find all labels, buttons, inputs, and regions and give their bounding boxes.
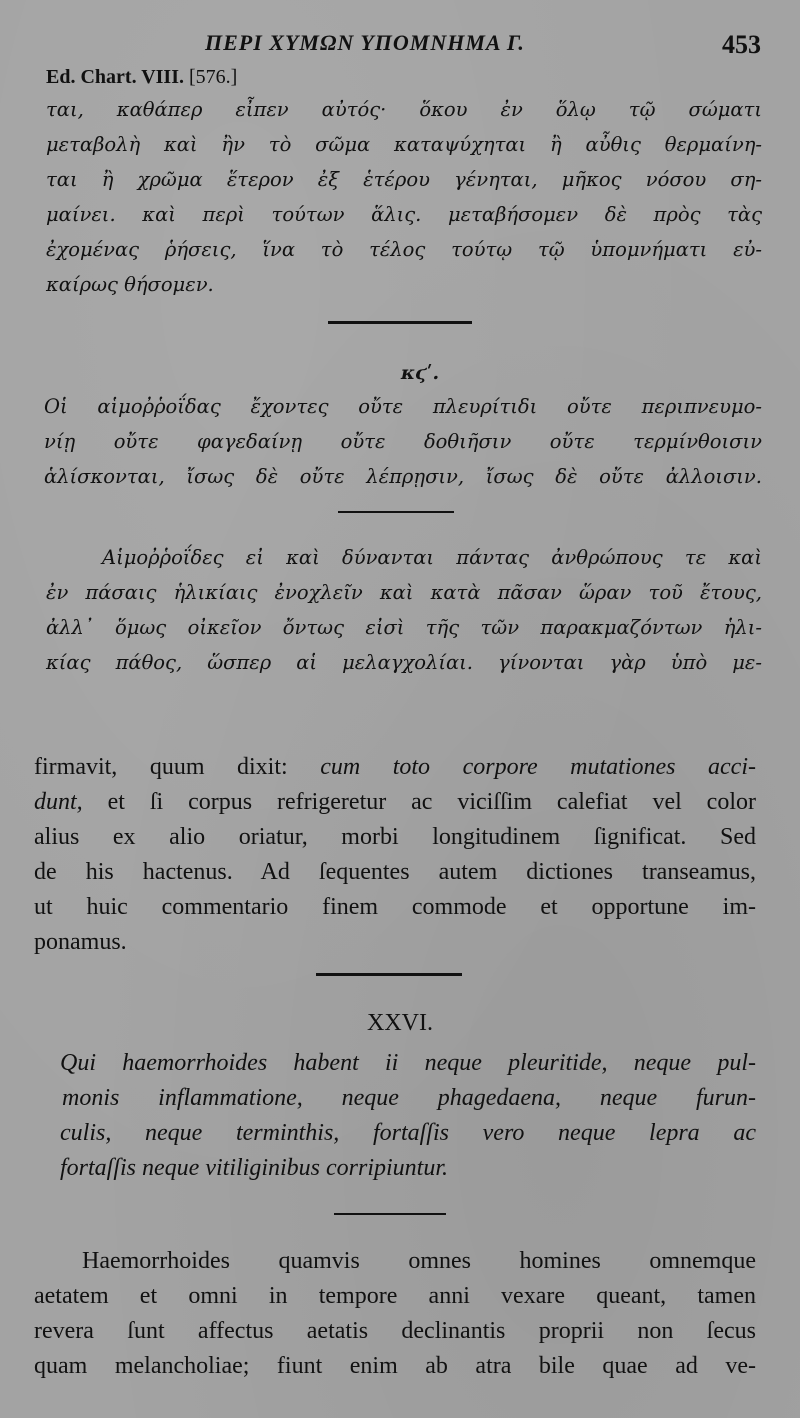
text-line: κίας πάθος, ὥσπερ αἱ μελαγχολίαι. γίνονται γὰρ ὑπὸ με- xyxy=(46,651,762,674)
greek-section-number: κϛʹ. xyxy=(400,362,440,384)
latin-section-number: XXVI. xyxy=(367,1010,433,1036)
latin-aphorism-lemma xyxy=(60,1046,756,1186)
quoted-text: cum toto corpore mutationes acci- xyxy=(320,754,756,780)
text-line: ἀλλ᾽ ὅμως οἰκεῖον ὄντως εἰσὶ τῆς τῶν παρακμαζόντων ἡλι- xyxy=(46,616,762,639)
running-head: ΠΕΡΙ ΧΥΜΩΝ ΥΠΟΜΝΗΜΑ Γ. xyxy=(205,30,525,55)
text-line: ut huic commentario finem commode et opportune im- xyxy=(34,894,756,920)
quoted-text: dunt, xyxy=(34,789,83,815)
text-line: de his hactenus. Ad ſequentes autem dictiones transeamus, xyxy=(34,859,756,885)
section-divider-rule xyxy=(328,321,472,324)
text-line: aetatem et omni in tempore anni vexare queant, tamen xyxy=(34,1283,756,1309)
text-line: ται ἢ χρῶμα ἕτερον ἐξ ἑτέρου γένηται, μῆκος νόσου ση- xyxy=(46,168,762,191)
text-line: fortaſſis neque vitiliginibus corripiuntur. xyxy=(60,1155,449,1181)
text-line: quam melancholiae; fiunt enim ab atra bile quae ad ve- xyxy=(34,1353,756,1379)
text-line: Haemorrhoides quamvis omnes homines omnemque xyxy=(82,1248,756,1274)
text-line: ἐν πάσαις ἡλικίαις ἐνοχλεῖν καὶ κατὰ πᾶσαν ὥραν τοῦ ἔτους, xyxy=(46,581,762,604)
edition-reference xyxy=(46,66,237,89)
text-line: μαίνει. καὶ περὶ τούτων ἅλις. μεταβήσομεν δὲ πρὸς τὰς xyxy=(46,203,762,226)
text-line xyxy=(34,750,756,785)
text-line: νίῃ οὔτε φαγεδαίνῃ οὔτε δοθιῆσιν οὔτε τερμίνθοισιν xyxy=(44,430,762,453)
text-line: Qui haemorrhoides habent ii neque pleuritide, neque pul- xyxy=(60,1050,756,1076)
edition-bracket: [576.] xyxy=(189,66,238,88)
text-line: ἐχομένας ῥήσεις, ἵνα τὸ τέλος τούτῳ τῷ ὑπομνήματι εὐ- xyxy=(46,238,762,261)
text-line: ἁλίσκονται, ἴσως δὲ οὔτε λέπρῃσιν, ἴσως δὲ οὔτε ἀλλοισιν. xyxy=(44,465,762,488)
text-line: καίρως θήσομεν. xyxy=(46,273,214,296)
text-line: ται, καθάπερ εἶπεν αὐτός· ὅκου ἐν ὅλῳ τῷ σώματι xyxy=(46,98,762,121)
greek-aphorism-lemma xyxy=(44,389,762,494)
text-line: revera ſunt affectus aetatis declinantis proprii non ſecus xyxy=(34,1318,756,1344)
latin-paragraph-continuation xyxy=(34,750,756,960)
text-line: Αἱμοῤῥοΐδες εἰ καὶ δύνανται πάντας ἀνθρώπους τε καὶ xyxy=(102,546,762,569)
text-run: et ſi corpus refrigeretur ac viciſſim calefiat vel color xyxy=(107,789,756,815)
text-line: Οἱ αἱμοῤῥοΐδας ἔχοντες οὔτε πλευρίτιδι οὔτε περιπνευμο- xyxy=(44,395,762,418)
text-run: firmavit, quum dixit: xyxy=(34,754,288,780)
text-line: monis inflammatione, neque phagedaena, neque furun- xyxy=(62,1085,756,1111)
latin-commentary xyxy=(34,1244,756,1384)
edition-ref-text: Ed. Chart. VIII. xyxy=(46,66,184,88)
text-line: culis, neque terminthis, fortaſſis vero neque lepra ac xyxy=(60,1120,756,1146)
lemma-divider-rule xyxy=(334,1213,446,1215)
text-line: alius ex alio oriatur, morbi longitudinem ſignificat. Sed xyxy=(34,824,756,850)
text-line: ponamus. xyxy=(34,929,127,955)
page-number: 453 xyxy=(722,30,761,59)
greek-paragraph-continuation xyxy=(46,92,762,302)
greek-commentary xyxy=(46,540,762,680)
lemma-divider-rule xyxy=(338,511,454,513)
text-line: μεταβολὴ καὶ ἢν τὸ σῶμα καταψύχηται ἢ αὖθις θερμαίνη- xyxy=(46,133,762,156)
section-divider-rule xyxy=(316,973,462,976)
text-line xyxy=(34,785,756,820)
